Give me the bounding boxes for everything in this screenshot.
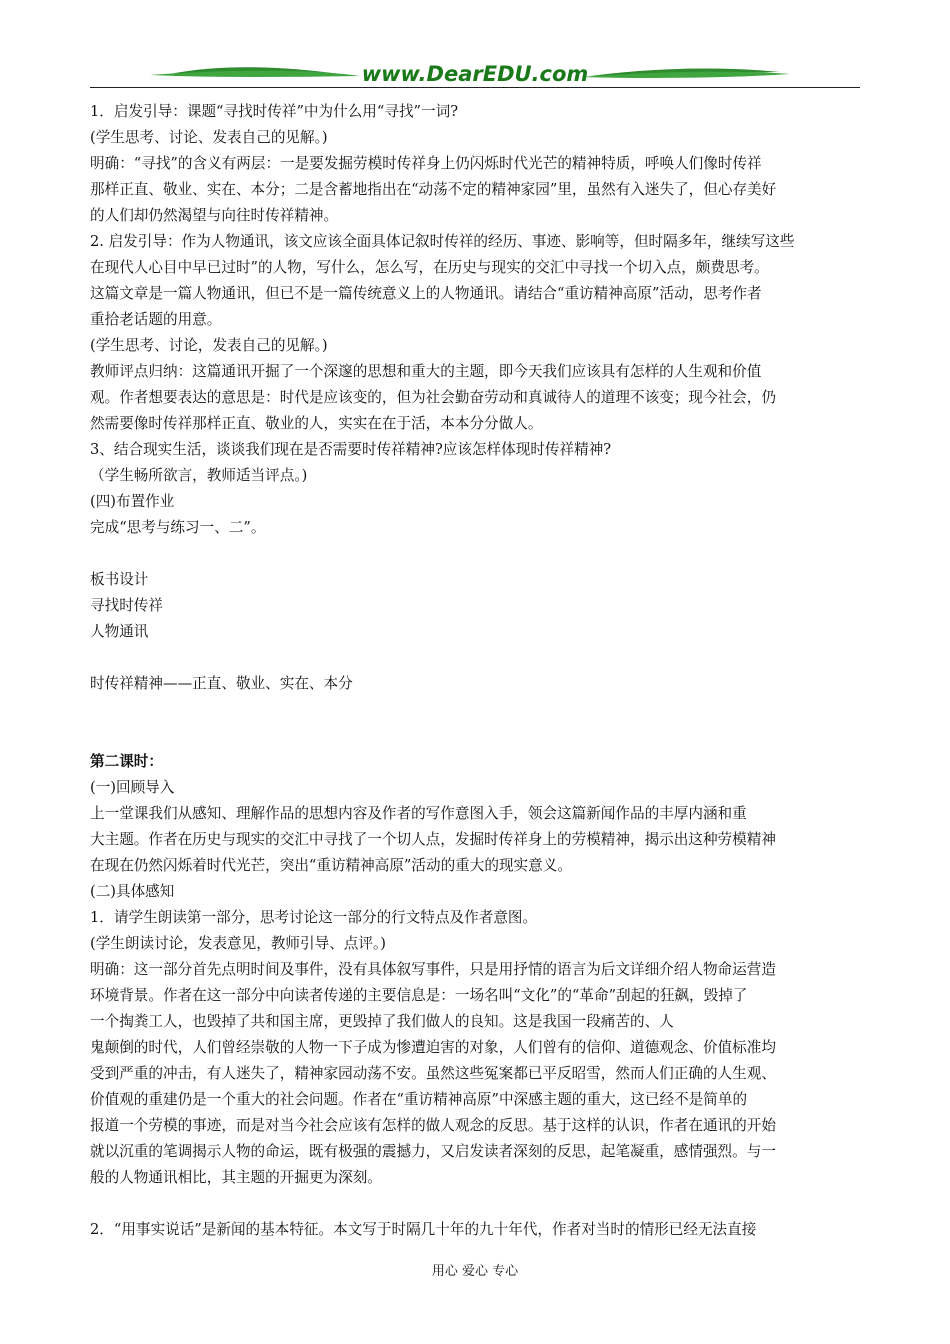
document-body <box>90 99 862 1243</box>
text-line: 明确：“寻找”的含义有两层：一是要发掘劳模时传祥身上仍闪烁时代光芒的精神特质，呼唤人们像时传祥 <box>90 155 762 172</box>
text-line: 价值观的重建仍是一个重大的社会问题。作者在“重访精神高原”中深感主题的重大，这已经不是简单的 <box>90 1091 748 1108</box>
text-line: 时传祥精神——正直、敬业、实在、本分 <box>90 675 353 692</box>
text-line: 环境背景。作者在这一部分中向读者传递的主要信息是：一场名叫“文化”的“革命”刮起的狂飙，毁掉了 <box>90 987 748 1004</box>
text-line: (一)回顾导入 <box>90 779 175 796</box>
text-line <box>90 541 862 567</box>
text-line: 人物通讯 <box>90 623 149 640</box>
text-line: 一个掏粪工人，也毁掉了共和国主席，更毁掉了我们做人的良知。这是我国一段痛苦的、人 <box>90 1013 674 1030</box>
text-line: 完成“思考与练习一、二”。 <box>90 519 266 536</box>
page-footer: 用心 爱心 专心 <box>431 1264 519 1279</box>
text-line: (二)具体感知 <box>90 883 175 900</box>
header-divider <box>90 87 860 88</box>
text-line: (学生朗读讨论，发表意见，教师引导、点评。) <box>90 935 386 952</box>
text-line: 重拾老话题的用意。 <box>90 311 222 328</box>
text-line: (四)布置作业 <box>90 493 175 510</box>
text-line: 在现在仍然闪烁着时代光芒，突出“重访精神高原”活动的重大的现实意义。 <box>90 857 572 874</box>
text-line: 2．“用事实说话”是新闻的基本特征。本文写于时隔几十年的九十年代，作者对当时的情形已经无法直接 <box>90 1221 757 1238</box>
text-line: 报道一个劳模的事迹，而是对当今社会应该有怎样的做人观念的反思。基于这样的认识，作者在通讯的开始 <box>90 1117 776 1134</box>
text-line: 的人们却仍然渴望与向往时传祥精神。 <box>90 207 339 224</box>
text-line: 明确：这一部分首先点明时间及事件，没有具体叙写事件，只是用抒情的语言为后文详细介绍人物命运营造 <box>90 961 776 978</box>
text-line: 然需要像时传祥那样正直、敬业的人，实实在在于活，本本分分做人。 <box>90 415 543 432</box>
text-line: 寻找时传祥 <box>90 597 163 614</box>
text-line <box>90 645 862 671</box>
text-line: 2. 启发引导：作为人物通讯，该文应该全面具体记叙时传祥的经历、事迹、影响等，但时隔多年，继续写这些 <box>90 233 795 250</box>
text-line: （学生畅所欲言，教师适当评点。) <box>90 467 308 484</box>
text-line <box>90 723 862 749</box>
text-line: 板书设计 <box>90 571 149 588</box>
text-line: 1．请学生朗读第一部分，思考讨论这一部分的行文特点及作者意图。 <box>90 909 538 926</box>
text-line: 第二课时： <box>90 753 163 770</box>
text-line: 上一堂课我们从感知、理解作品的思想内容及作者的写作意图入手，领会这篇新闻作品的丰厚内涵和重 <box>90 805 747 822</box>
text-line <box>90 1191 862 1217</box>
text-line: 般的人物通讯相比，其主题的开掘更为深刻。 <box>90 1169 382 1186</box>
text-line: 那样正直、敬业、实在、本分；二是含蓄地指出在“动荡不定的精神家园”里，虽然有入迷失了，但心存美好 <box>90 181 777 198</box>
text-line: 大主题。作者在历史与现实的交汇中寻找了一个切人点，发掘时传祥身上的劳模精神，揭示出这种劳模精神 <box>90 831 776 848</box>
site-header <box>90 60 860 90</box>
text-line: 就以沉重的笔调揭示人物的命运，既有极强的震撼力，又启发读者深刻的反思，起笔凝重，感情强烈。与一 <box>90 1143 776 1160</box>
site-logo[interactable]: www.DearEDU.com <box>361 62 589 86</box>
text-line: (学生思考、讨论、发表自己的见解。) <box>90 129 328 146</box>
text-line: 这篇文章是一篇人物通讯，但已不是一篇传统意义上的人物通讯。请结合“重访精神高原”活动，思考作者 <box>90 285 762 302</box>
text-line: 3、结合现实生活，谈谈我们现在是否需要时传祥精神?应该怎样体现时传祥精神? <box>90 441 612 458</box>
text-line: 教师评点归纳：这篇通讯开掘了一个深邃的思想和重大的主题，即今天我们应该具有怎样的人生观和价值 <box>90 363 762 380</box>
text-line: (学生思考、讨论，发表自己的见解。) <box>90 337 328 354</box>
text-line: 1．启发引导：课题“寻找时传祥”中为什么用“寻找”一词? <box>90 103 459 120</box>
text-line: 受到严重的冲击，有人迷失了，精神家园动荡不安。虽然这些冤案都已平反昭雪，然而人们正确的人生观、 <box>90 1065 776 1082</box>
text-line <box>90 697 862 723</box>
text-line: 鬼颠倒的时代，人们曾经崇敬的人物一下子成为惨遭迫害的对象，人们曾有的信仰、道德观念、价值标准均 <box>90 1039 776 1056</box>
text-line: 观。作者想要表达的意思是：时代是应该变的，但为社会勤奋劳动和真诚待人的道理不该变；现今社会，仍 <box>90 389 776 406</box>
text-line: 在现代人心目中早已过时”的人物，写什么，怎么写，在历史与现实的交汇中寻找一个切入点，颇费思考。 <box>90 259 769 276</box>
